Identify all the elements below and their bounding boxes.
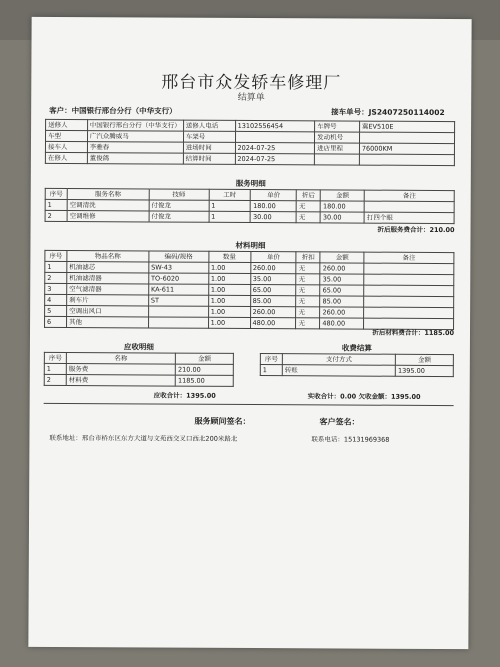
material-cell: 无 <box>296 296 320 307</box>
service-header-cell: 序号 <box>45 188 67 199</box>
due-cell: 1 <box>44 363 66 374</box>
material-header-cell: 序号 <box>45 250 67 261</box>
due-table <box>44 352 234 387</box>
material-cell: 无 <box>296 318 320 329</box>
payment-cell: 1395.00 <box>395 365 453 376</box>
material-header-cell: 编码/规格 <box>149 251 209 262</box>
info-cell: 送修人 <box>46 119 88 130</box>
info-cell <box>314 154 359 165</box>
material-cell: ST <box>148 295 208 306</box>
material-cell: 35.00 <box>320 274 364 285</box>
payment-header-cell: 支付方式 <box>282 354 395 366</box>
material-header-cell: 金额 <box>320 252 364 263</box>
info-cell: 车型 <box>46 130 88 141</box>
material-cell: 260.00 <box>320 307 364 318</box>
info-cell: 进店里程 <box>315 143 360 154</box>
customer-signature: 客户签名： <box>319 417 360 427</box>
info-cell: 李雅春 <box>87 142 183 154</box>
material-cell: 65.00 <box>250 285 296 296</box>
service-cell: 180.00 <box>320 201 364 212</box>
footer-phone: 联系电话：15131969368 <box>311 435 390 444</box>
divider-line <box>44 403 454 406</box>
invoice-paper <box>28 17 471 649</box>
material-cell: 空气滤清器 <box>67 284 149 295</box>
due-cell: 服务费 <box>66 364 175 376</box>
material-table <box>44 250 454 330</box>
due-cell: 2 <box>44 374 66 385</box>
info-cell: 接车人 <box>45 141 87 152</box>
service-header-cell: 金额 <box>320 190 364 201</box>
due-cell: 1185.00 <box>175 375 233 386</box>
due-cell: 210.00 <box>175 364 233 375</box>
service-cell: 180.00 <box>251 201 297 212</box>
material-cell: 260.00 <box>250 263 296 274</box>
info-cell: 发动机号 <box>315 132 360 143</box>
order-label: 接车单号： <box>331 107 369 117</box>
material-cell <box>364 307 454 318</box>
service-cell: 空调清洗 <box>67 200 149 211</box>
info-row <box>45 152 454 165</box>
material-cell: 无 <box>296 307 320 318</box>
vehicle-info-table <box>45 119 455 166</box>
material-cell: 1 <box>45 261 67 272</box>
material-cell: 6 <box>45 316 67 327</box>
payment-cell: 转账 <box>282 365 395 377</box>
info-cell <box>235 131 315 142</box>
material-cell: 480.00 <box>250 318 296 329</box>
material-cell: 260.00 <box>320 263 364 274</box>
material-cell: KA-611 <box>148 284 208 295</box>
material-cell: 3 <box>45 283 67 294</box>
material-cell: 无 <box>296 274 320 285</box>
material-cell: 1.00 <box>208 295 250 306</box>
material-cell: 其他 <box>66 317 148 328</box>
info-cell: 车架号 <box>183 131 235 142</box>
material-cell <box>364 296 454 307</box>
material-cell <box>364 285 454 296</box>
advisor-signature: 服务顾问签名： <box>194 416 251 427</box>
service-cell <box>364 201 454 212</box>
paid-total: 实收合计：0.00 欠收金额：1395.00 <box>307 392 421 401</box>
info-cell <box>359 154 454 165</box>
footer-address: 联系地址：邢台市桥东区东方大道与文苑西交叉口西北200米路北 <box>49 433 238 443</box>
service-header-cell: 服务名称 <box>67 189 149 200</box>
payment-table <box>260 353 454 377</box>
service-cell: 1 <box>209 211 251 222</box>
document-title: 邢台市众发轿车修理厂 <box>161 72 342 94</box>
material-cell: 4 <box>45 294 67 305</box>
service-cell: 30.00 <box>251 212 297 223</box>
material-cell: 2 <box>45 272 67 283</box>
order-number: JS2407250114002 <box>368 107 445 118</box>
due-header-cell: 序号 <box>44 352 66 363</box>
material-cell: 1.00 <box>208 273 250 284</box>
material-cell: 85.00 <box>320 296 364 307</box>
material-header-cell: 数量 <box>208 251 250 262</box>
material-cell: 480.00 <box>320 318 364 329</box>
due-row <box>44 363 233 375</box>
info-cell: 车牌号 <box>315 121 360 132</box>
info-cell: 送修人电话 <box>183 120 235 131</box>
info-cell: 中国银行邢台分行（中华支行） <box>87 120 183 132</box>
service-table <box>45 188 455 224</box>
material-cell: 65.00 <box>320 285 364 296</box>
info-cell <box>359 132 454 143</box>
payment-header-cell: 金额 <box>396 354 454 365</box>
service-cell: 付俊龙 <box>149 211 209 222</box>
customer-name: 中国银行邢台分行（中华支行） <box>71 106 177 116</box>
payment-section-title: 收费结算 <box>341 343 372 353</box>
info-cell: 结算时间 <box>183 153 235 164</box>
service-row <box>45 210 454 223</box>
info-cell: 2024-07-25 <box>235 153 315 164</box>
service-cell: 付俊龙 <box>149 200 209 211</box>
material-cell: SW-43 <box>149 262 209 273</box>
material-cell <box>364 274 454 285</box>
service-cell: 无 <box>296 212 320 223</box>
material-section-title: 材料明细 <box>235 240 266 251</box>
service-header-cell: 技师 <box>149 189 209 200</box>
material-header-cell: 物品名称 <box>67 251 149 262</box>
service-cell: 2 <box>45 210 67 221</box>
customer-label: 客户： <box>49 105 72 116</box>
payment-cell: 1 <box>260 365 282 376</box>
material-cell: 85.00 <box>250 296 296 307</box>
due-header-cell: 名称 <box>66 353 175 365</box>
service-header-cell: 折后 <box>297 190 321 201</box>
material-cell: 1.00 <box>208 306 250 317</box>
due-header-cell: 金额 <box>176 353 234 364</box>
service-header-cell: 备注 <box>364 190 454 201</box>
document-subtitle: 结算单 <box>237 92 265 104</box>
info-cell: 冀EV510E <box>359 121 454 132</box>
material-cell <box>364 263 454 274</box>
info-cell: 在修人 <box>45 152 87 163</box>
info-cell: 进场时间 <box>183 142 235 153</box>
material-header-cell: 单价 <box>250 252 296 263</box>
material-header-cell: 备注 <box>364 252 454 263</box>
material-cell: 刹车片 <box>67 295 149 306</box>
service-cell: 打四个眼 <box>364 212 454 223</box>
service-header-cell: 工时 <box>209 189 251 200</box>
payment-row <box>260 365 453 377</box>
info-cell: 董俊鸽 <box>87 153 183 165</box>
order-line <box>331 106 445 118</box>
info-cell: 76000KM <box>359 143 454 154</box>
material-total: 折后材料费合计：1185.00 <box>372 328 455 338</box>
payment-header-cell: 序号 <box>260 354 282 365</box>
customer-line <box>49 105 177 117</box>
service-cell: 1 <box>209 200 251 211</box>
info-cell: 2024-07-25 <box>235 142 315 153</box>
service-section-title: 服务明细 <box>235 178 266 189</box>
service-cell: 空调维修 <box>67 211 149 222</box>
material-cell: 1.00 <box>208 317 250 328</box>
material-cell: 机油滤芯 <box>67 262 149 273</box>
material-cell <box>148 317 208 328</box>
due-total: 应收合计：1395.00 <box>153 391 216 400</box>
material-cell: 260.00 <box>250 307 296 318</box>
material-cell <box>148 306 208 317</box>
material-cell: 1.00 <box>208 284 250 295</box>
due-row <box>44 374 233 386</box>
info-cell: 13102556454 <box>235 120 315 131</box>
service-cell: 无 <box>296 201 320 212</box>
service-cell: 30.00 <box>320 212 364 223</box>
due-section-title: 应收明细 <box>123 342 154 352</box>
material-cell: 无 <box>296 263 320 274</box>
service-total: 折后服务费合计：210.00 <box>377 225 455 235</box>
material-cell: 机油滤清器 <box>67 273 149 284</box>
service-cell: 1 <box>45 199 67 210</box>
material-cell: 5 <box>45 305 67 316</box>
material-cell: 空调出风口 <box>67 306 149 317</box>
material-cell: 1.00 <box>208 262 250 273</box>
material-cell: TO-6020 <box>149 273 209 284</box>
material-header-cell: 折扣 <box>296 252 320 263</box>
material-cell: 35.00 <box>250 274 296 285</box>
service-header-cell: 单价 <box>251 190 297 201</box>
info-cell: 广汽众腾威马 <box>87 131 183 143</box>
due-cell: 材料费 <box>66 375 175 387</box>
material-cell: 无 <box>296 285 320 296</box>
